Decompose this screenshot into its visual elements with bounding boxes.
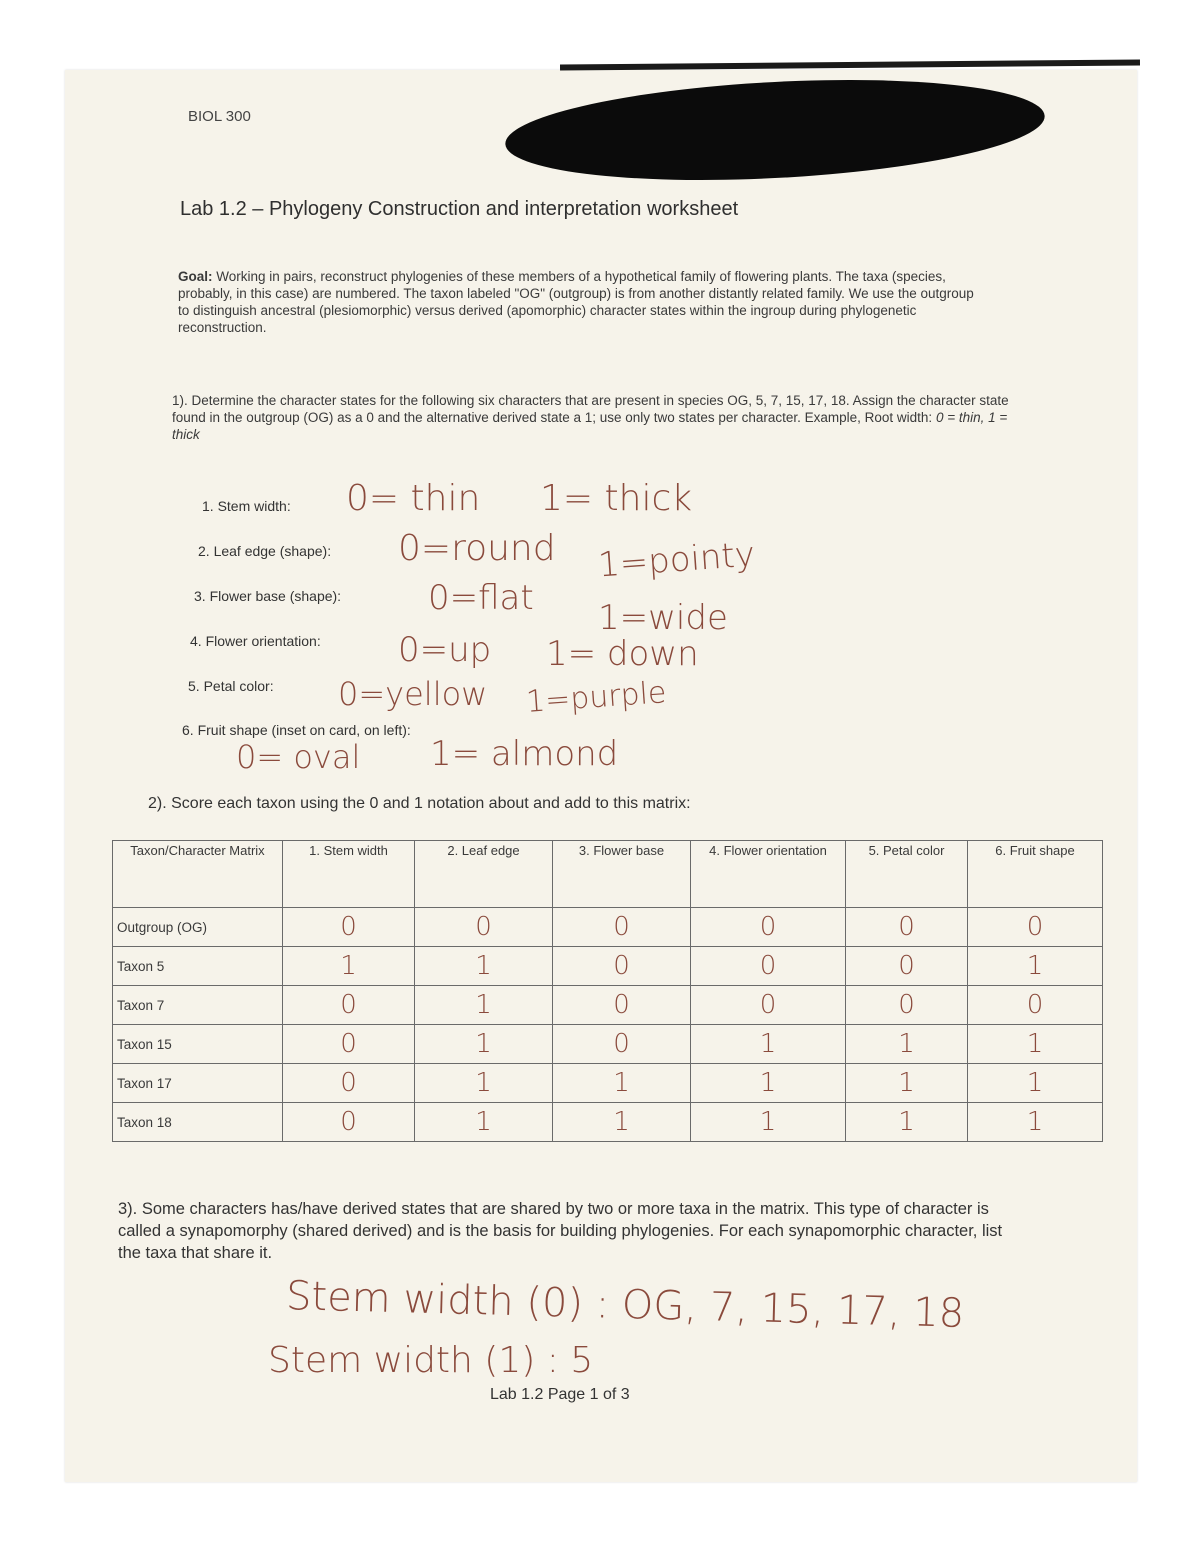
table-row	[113, 947, 1103, 986]
question-2-text: 2). Score each taxon using the 0 and 1 notation about and add to this matrix:	[148, 795, 691, 812]
matrix-cell: 1	[968, 947, 1103, 986]
matrix-cell: 1	[283, 947, 415, 986]
matrix-cell: 0	[553, 908, 691, 947]
page-footer: Lab 1.2 Page 1 of 3	[490, 1386, 630, 1403]
page-edge-shadow	[560, 59, 1140, 70]
matrix-header-stem-width: 1. Stem width	[283, 841, 415, 908]
row-label: Taxon 18	[113, 1103, 283, 1142]
matrix-cell: 0	[846, 947, 968, 986]
matrix-cell: 0	[553, 947, 691, 986]
goal-paragraph	[178, 268, 988, 336]
row-label: Taxon 15	[113, 1025, 283, 1064]
matrix-cell: 1	[846, 1103, 968, 1142]
matrix-cell: 0	[553, 986, 691, 1025]
character-5-answer-0: 0=yellow	[338, 675, 488, 713]
matrix-header-leaf-edge: 2. Leaf edge	[415, 841, 553, 908]
matrix-cell: 0	[283, 1103, 415, 1142]
question-3-text: 3). Some characters has/have derived states that are shared by two or more taxa in the matrix. This type of character is called a synapomorphy (shared derived) and is the basis for building phylogenies. For each synapomorphic character, list the taxa that share it.	[118, 1200, 1003, 1262]
character-1-label: 1. Stem width:	[202, 498, 291, 514]
matrix-cell: 1	[415, 986, 553, 1025]
matrix-cell: 0	[415, 908, 553, 947]
character-3-label: 3. Flower base (shape):	[194, 588, 342, 604]
character-6-answer-1: 1= almond	[430, 734, 619, 774]
character-2-label: 2. Leaf edge (shape):	[198, 543, 332, 559]
character-3-answer-0: 0=flat	[428, 578, 534, 618]
question-3-answer-2: Stem width (1) : 5	[268, 1340, 594, 1381]
page-title: Lab 1.2 – Phylogeny Construction and interpretation worksheet	[180, 198, 739, 220]
goal-text: Working in pairs, reconstruct phylogenies of these members of a hypothetical family of flowering plants. The taxa (species, probably, in this case) are numbered. The taxon labeled "OG" (outgroup) is from another distantly related family. We use the outgroup to distinguish ancestral (plesiomorphic) versus derived (apomorphic) character states within the ingroup during phylogenetic reconstruction.	[178, 269, 974, 335]
matrix-cell: 1	[415, 1103, 553, 1142]
matrix-cell: 0	[846, 986, 968, 1025]
matrix-cell: 1	[968, 1064, 1103, 1103]
matrix-cell: 1	[415, 1025, 553, 1064]
matrix-cell: 1	[846, 1025, 968, 1064]
matrix-cell: 0	[691, 947, 846, 986]
matrix-cell: 1	[691, 1064, 846, 1103]
question-3-answer-1: Stem width (0) : OG, 7, 15, 17, 18	[285, 1273, 965, 1337]
matrix-cell: 0	[691, 908, 846, 947]
character-2-answer-1: 1=pointy	[596, 534, 757, 586]
character-5-answer-1: 1=purple	[524, 675, 668, 720]
matrix-cell: 0	[283, 986, 415, 1025]
character-6-answer-0: 0= oval	[236, 738, 361, 776]
matrix-cell: 0	[283, 1064, 415, 1103]
table-row	[113, 1103, 1103, 1142]
matrix-header-row	[113, 841, 1103, 908]
matrix-cell: 1	[846, 1064, 968, 1103]
character-4-label: 4. Flower orientation:	[190, 633, 321, 649]
matrix-header-fruit-shape: 6. Fruit shape	[968, 841, 1103, 908]
table-row	[113, 986, 1103, 1025]
matrix-header-taxon: Taxon/Character Matrix	[113, 841, 283, 908]
matrix-cell: 0	[846, 908, 968, 947]
row-label: Taxon 7	[113, 986, 283, 1025]
goal-label: Goal:	[178, 269, 213, 284]
character-matrix	[112, 840, 1103, 1142]
matrix-cell: 0	[691, 986, 846, 1025]
matrix-cell: 1	[553, 1103, 691, 1142]
matrix-cell: 0	[968, 986, 1103, 1025]
question-1-text: 1). Determine the character states for the following six characters that are present in species OG, 5, 7, 15, 17, 18. Assign the character state found in the outgroup (OG) as a 0 and the alternative derived state a 1; use only two states per character. Example, Root width:	[172, 393, 1009, 425]
matrix-cell: 1	[968, 1025, 1103, 1064]
matrix-cell: 1	[691, 1025, 846, 1064]
matrix-cell: 1	[691, 1103, 846, 1142]
matrix-header-flower-base: 3. Flower base	[553, 841, 691, 908]
character-6-label: 6. Fruit shape (inset on card, on left):	[182, 722, 411, 738]
character-1-answer-1: 1= thick	[540, 478, 693, 519]
matrix-cell: 1	[415, 1064, 553, 1103]
character-4-answer-0: 0=up	[398, 630, 492, 670]
row-label: Taxon 5	[113, 947, 283, 986]
table-row	[113, 1064, 1103, 1103]
matrix-cell: 1	[415, 947, 553, 986]
character-2-answer-0: 0=round	[398, 528, 556, 569]
character-5-label: 5. Petal color:	[188, 678, 274, 694]
character-4-answer-1: 1= down	[546, 634, 699, 674]
matrix-cell: 1	[553, 1064, 691, 1103]
matrix-header-flower-orientation: 4. Flower orientation	[691, 841, 846, 908]
character-3-answer-1: 1=wide	[598, 598, 728, 638]
matrix-cell: 0	[968, 908, 1103, 947]
matrix-cell: 0	[283, 908, 415, 947]
character-1-answer-0: 0= thin	[346, 478, 481, 519]
course-code: BIOL 300	[188, 108, 251, 125]
row-label: Taxon 17	[113, 1064, 283, 1103]
question-1-example: 0 = thin, 1 = thick	[172, 410, 1008, 442]
table-row	[113, 1025, 1103, 1064]
matrix-cell: 0	[553, 1025, 691, 1064]
table-row	[113, 908, 1103, 947]
row-label: Outgroup (OG)	[113, 908, 283, 947]
matrix-header-petal-color: 5. Petal color	[846, 841, 968, 908]
matrix-cell: 0	[283, 1025, 415, 1064]
question-1	[172, 392, 1012, 443]
matrix-cell: 1	[968, 1103, 1103, 1142]
